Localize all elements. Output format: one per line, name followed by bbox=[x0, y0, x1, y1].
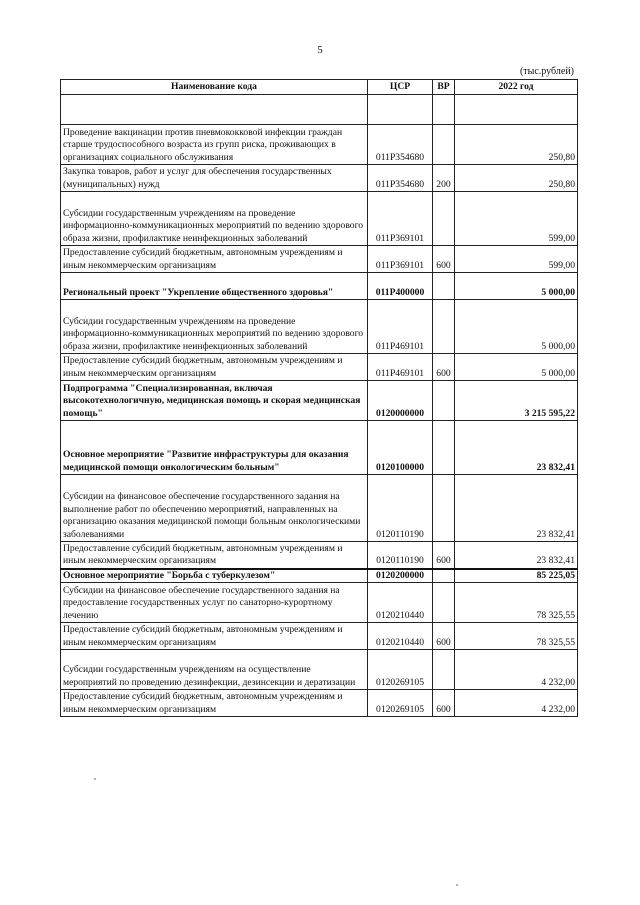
row-csr: 011P400000 bbox=[368, 273, 433, 300]
row-name: Субсидии государственным учреждениям на осуществление мероприятий по проведению дезинфекции, дезинсекции и дератизации bbox=[61, 650, 368, 690]
page-number: 5 bbox=[317, 44, 323, 56]
row-name: Региональный проект "Укрепление общественного здоровья" bbox=[61, 273, 368, 300]
table-row bbox=[61, 125, 578, 165]
table-header-row bbox=[61, 80, 578, 95]
row-amount: 4 232,00 bbox=[455, 690, 578, 717]
row-name: Подпрограмма "Специализированная, включая высокотехнологичную, медицинская помощь и скорая медицинская помощь" bbox=[61, 381, 368, 421]
row-name: Субсидии государственным учреждениям на проведение информационно-коммуникационных мероприятий по ведению здорового образа жизни, профилактике неинфекционных заболеваний bbox=[61, 300, 368, 354]
row-vr bbox=[433, 650, 455, 690]
row-amount: 5 000,00 bbox=[455, 300, 578, 354]
row-name: Субсидии государственным учреждениям на проведение информационно-коммуникационных мероприятий по ведению здорового образа жизни, профилактике неинфекционных заболеваний bbox=[61, 192, 368, 246]
row-vr bbox=[433, 583, 455, 623]
row-vr bbox=[433, 475, 455, 542]
row-amount: 4 232,00 bbox=[455, 650, 578, 690]
table-row bbox=[61, 165, 578, 192]
row-name: Предоставление субсидий бюджетным, автономным учреждениям и иным некоммерческим организациям bbox=[61, 246, 368, 273]
row-amount: 599,00 bbox=[455, 246, 578, 273]
row-vr: 600 bbox=[433, 542, 455, 569]
row-amount: 5 000,00 bbox=[455, 354, 578, 381]
row-name: Предоставление субсидий бюджетным, автономным учреждениям и иным некоммерческим организациям bbox=[61, 354, 368, 381]
row-vr: 600 bbox=[433, 690, 455, 717]
row-amount: 23 832,41 bbox=[455, 475, 578, 542]
row-vr bbox=[433, 192, 455, 246]
row-vr bbox=[433, 300, 455, 354]
row-csr: 0120110190 bbox=[368, 475, 433, 542]
header-name: Наименование кода bbox=[61, 80, 368, 95]
table-row bbox=[61, 300, 578, 354]
row-amount: 599,00 bbox=[455, 192, 578, 246]
row-vr bbox=[433, 95, 455, 125]
row-csr: 0120200000 bbox=[368, 569, 433, 583]
row-csr bbox=[368, 95, 433, 125]
row-amount: 250,80 bbox=[455, 165, 578, 192]
row-vr bbox=[433, 381, 455, 421]
row-csr: 0120100000 bbox=[368, 421, 433, 475]
header-year: 2022 год bbox=[455, 80, 578, 95]
row-csr: 011P369101 bbox=[368, 246, 433, 273]
table-row bbox=[61, 650, 578, 690]
row-csr: 011P354680 bbox=[368, 165, 433, 192]
row-name: Проведение вакцинации против пневмококковой инфекции граждан старше трудоспособного возраста из групп риска, проживающих в организациях социального обслуживания bbox=[61, 125, 368, 165]
row-vr bbox=[433, 421, 455, 475]
row-vr bbox=[433, 569, 455, 583]
row-name: Субсидии на финансовое обеспечение государственного задания на предоставление государственных услуг по санаторно-курортному лечению bbox=[61, 583, 368, 623]
header-vr: ВР bbox=[433, 80, 455, 95]
row-amount bbox=[455, 95, 578, 125]
row-vr bbox=[433, 273, 455, 300]
row-csr: 011P369101 bbox=[368, 192, 433, 246]
row-amount: 78 325,55 bbox=[455, 623, 578, 650]
table-row bbox=[61, 690, 578, 717]
row-csr: 0120210440 bbox=[368, 583, 433, 623]
row-name: Субсидии на финансовое обеспечение государственного задания на выполнение работ по обеспечению мероприятий, направленных на организацию оказания медицинской помощи больным онкологическими заболеваниями bbox=[61, 475, 368, 542]
row-vr: 600 bbox=[433, 354, 455, 381]
row-vr bbox=[433, 125, 455, 165]
table-row bbox=[61, 569, 578, 583]
table-row bbox=[61, 273, 578, 300]
scan-speck bbox=[456, 884, 458, 886]
table-row bbox=[61, 623, 578, 650]
row-csr: 0120269105 bbox=[368, 690, 433, 717]
row-amount: 5 000,00 bbox=[455, 273, 578, 300]
table-row bbox=[61, 381, 578, 421]
row-name bbox=[61, 95, 368, 125]
table-row bbox=[61, 246, 578, 273]
table-row bbox=[61, 192, 578, 246]
row-csr: 0120210440 bbox=[368, 623, 433, 650]
table-row bbox=[61, 354, 578, 381]
row-name: Предоставление субсидий бюджетным, автономным учреждениям и иным некоммерческим организациям bbox=[61, 690, 368, 717]
header-csr: ЦСР bbox=[368, 80, 433, 95]
row-amount: 85 225,05 bbox=[455, 569, 578, 583]
table-row bbox=[61, 95, 578, 125]
row-name: Предоставление субсидий бюджетным, автономным учреждениям и иным некоммерческим организациям bbox=[61, 542, 368, 569]
row-name: Предоставление субсидий бюджетным, автономным учреждениям и иным некоммерческим организациям bbox=[61, 623, 368, 650]
row-csr: 011P469101 bbox=[368, 300, 433, 354]
row-vr: 600 bbox=[433, 623, 455, 650]
row-amount: 23 832,41 bbox=[455, 421, 578, 475]
scan-speck bbox=[94, 778, 96, 780]
row-name: Закупка товаров, работ и услуг для обеспечения государственных (муниципальных) нужд bbox=[61, 165, 368, 192]
table-row bbox=[61, 542, 578, 569]
row-name: Основное мероприятие "Развитие инфраструктуры для оказания медицинской помощи онкологическим больным" bbox=[61, 421, 368, 475]
row-csr: 0120000000 bbox=[368, 381, 433, 421]
budget-table bbox=[60, 79, 578, 717]
row-amount: 23 832,41 bbox=[455, 542, 578, 569]
row-amount: 250,80 bbox=[455, 125, 578, 165]
row-amount: 78 325,55 bbox=[455, 583, 578, 623]
table-row bbox=[61, 421, 578, 475]
table-row bbox=[61, 583, 578, 623]
row-name: Основное мероприятие "Борьба с туберкулезом" bbox=[61, 569, 368, 583]
row-amount: 3 215 595,22 bbox=[455, 381, 578, 421]
row-csr: 0120269105 bbox=[368, 650, 433, 690]
row-vr: 200 bbox=[433, 165, 455, 192]
units-label: (тыс.рублей) bbox=[519, 66, 574, 77]
row-csr: 0120110190 bbox=[368, 542, 433, 569]
table-row bbox=[61, 475, 578, 542]
row-csr: 011P469101 bbox=[368, 354, 433, 381]
row-vr: 600 bbox=[433, 246, 455, 273]
row-csr: 011P354680 bbox=[368, 125, 433, 165]
